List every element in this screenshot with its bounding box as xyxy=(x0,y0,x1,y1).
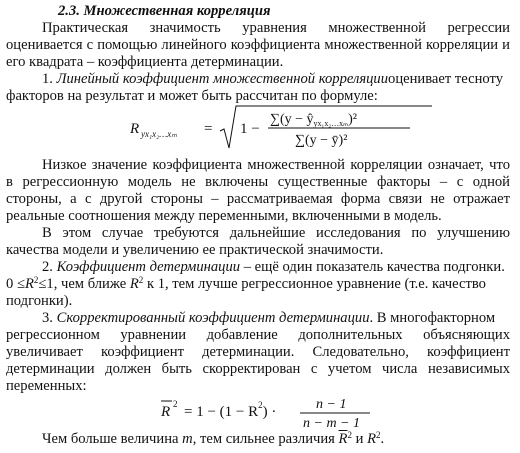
formula-1-numerator: $\sum(y - ŷ_{yx_1x_2\dots x_m})^2$ xyxy=(270,112,357,128)
paragraph-2-line-2: в регрессионную модель не включены существенные факторы – с одной xyxy=(6,174,510,190)
item-1-number: 1. xyxy=(42,71,53,87)
item-3-term: Скорректированный коэффициент детерминации xyxy=(56,310,370,326)
item-2-number: 2. xyxy=(42,259,53,275)
item-3-line-5: переменных: xyxy=(6,378,87,394)
adjusted-r2-formula xyxy=(160,393,380,433)
formula-2-middle: = $1 - (1 - R^2)$ · xyxy=(184,400,277,420)
item-3-line-1 xyxy=(42,310,510,327)
formula-1-denominator: ∑(y − ȳ)² xyxy=(295,133,348,148)
formula-2-lhs-sup: 2 xyxy=(173,399,178,409)
item-3-line-4: детерминации должен быть скорректирован с учетом числа независимых xyxy=(6,361,510,377)
paragraph-2-line-4: реальные соотношения между переменными, включенными в модель. xyxy=(6,208,442,224)
paragraph-1-line-3: его квадрата – коэффициента детерминации. xyxy=(6,54,284,70)
item-3-line-1-rest: . В многофакторном xyxy=(369,310,496,326)
item-3-number: 3. xyxy=(42,310,53,326)
paragraph-1-line-2: оценивается с помощью линейного коэффициента множественной корреляции и xyxy=(6,37,510,53)
formula-1-one-minus: 1 − xyxy=(240,121,260,137)
item-2-line-1 xyxy=(42,259,510,276)
closing-line: Чем больше величина m, тем сильнее различия $\overline{R}^2$ и $R^2$. xyxy=(42,430,385,447)
item-2-term: Коэффициент детерминации xyxy=(56,259,241,275)
item-2-line-1-rest: – ещё один показатель качества подгонки. xyxy=(243,259,505,275)
formula-1-equals: = xyxy=(204,121,213,137)
item-1-line-2: факторов на результат и может быть рассчитан по формуле: xyxy=(6,88,378,104)
formula-2-numerator: n − 1 xyxy=(316,397,347,412)
paragraph-2-line-3: стороны, а с другой стороны – рассматриваемая форма связи не отражает xyxy=(6,191,510,207)
item-3-line-2: регрессионном уравнении добавление дополнительных объясняющих xyxy=(6,327,510,343)
paragraph-3-line-2: качества модели и увеличению ее практической значимости. xyxy=(6,242,384,258)
paragraph-3-line-1: В этом случае требуются дальнейшие исследования по улучшению xyxy=(42,225,510,241)
paragraph-1-line-1: Практическая значимость уравнения множественной регрессии xyxy=(42,20,510,36)
item-2-line-2: $0 \le R^2\le 1$, чем ближе $R^2$ к 1, тем лучше регрессионное уравнение (т.е. качество xyxy=(6,275,486,292)
formula-1-lhs-subscript: yx₁x₂…xₘ xyxy=(141,129,177,139)
multiple-correlation-formula xyxy=(120,103,440,153)
formula-2-denominator: n − m − 1 xyxy=(303,416,361,431)
item-1-line-1 xyxy=(42,71,510,88)
section-heading: 2.3. Множественная корреляция xyxy=(58,3,271,19)
formula-2-lhs: R xyxy=(161,404,171,420)
item-3-line-3: увеличивает коэффициент детерминации. Следовательно, коэффициент xyxy=(6,344,510,360)
item-2-line-3: подгонки). xyxy=(6,293,73,309)
item-1-line-1-rest: оценивает тесноту xyxy=(388,71,504,87)
paragraph-2-line-1: Низкое значение коэффициента множественной корреляции означает, что xyxy=(42,157,510,173)
item-1-term: Линейный коэффициент множественной корреляции xyxy=(56,71,389,87)
formula-1-lhs: R xyxy=(130,121,140,137)
